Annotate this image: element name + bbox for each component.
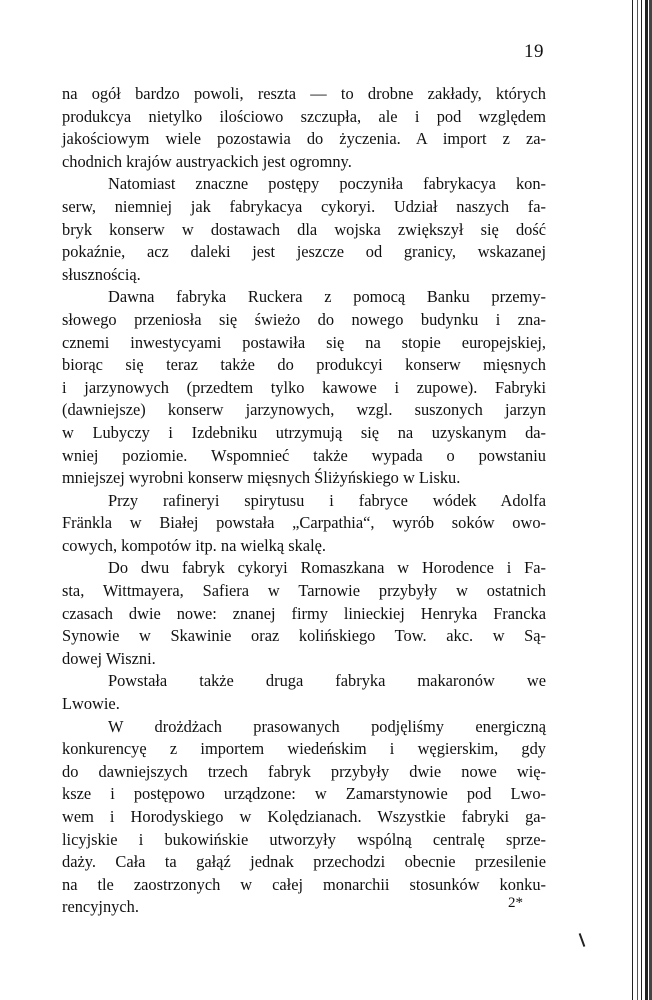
text-line: Synowie w Skawinie oraz kolińskiego Tow. akc. w Są- (62, 626, 546, 646)
text-line: daży. Cała ta gałąź jednak przechodzi obecnie przesilenie (62, 852, 546, 872)
text-line: na ogół bardzo powoli, reszta — to drobne zakłady, których (62, 84, 546, 103)
text-line: sta, Wittmayera, Safiera w Tarnowie przybyły w ostatnich (62, 581, 546, 601)
text-line: Lwowie. (62, 694, 120, 714)
body-text (62, 83, 546, 919)
text-line: Powstała także druga fabryka makaronów we (108, 671, 546, 691)
text-line: konkurencyę z importem wiedeńskim i węgierskim, gdy (62, 739, 546, 759)
text-line: dowej Wiszni. (62, 648, 156, 668)
text-line: Fränkla w Białej powstała „Carpathia“, wyrób soków owo- (62, 513, 546, 533)
text-line: Do dwu fabryk cykoryi Romaszkana w Horodence i Fa- (108, 558, 546, 578)
text-line: bryk konserw w dostawach dla wojska zwiększył się dość (62, 219, 546, 239)
text-line: Natomiast znaczne postępy poczyniła fabrykacya kon- (108, 174, 546, 194)
text-line: licyjskie i bukowińskie utworzyły wspólną centralę sprze- (62, 829, 546, 849)
text-line: wem i Horodyskiego w Kolędzianach. Wszystkie fabryki ga- (62, 807, 546, 826)
text-line: i jarzynowych (przedtem tylko kawowe i zupowe). Fabryki (62, 377, 546, 397)
printer-signature-mark: 2* (508, 895, 523, 911)
edge-rule (637, 0, 638, 1000)
paragraph (62, 490, 546, 558)
paragraph (62, 557, 546, 670)
text-line: do dawniejszych trzech fabryk przybyły dwie nowe wię- (62, 761, 546, 781)
paragraph (62, 670, 546, 715)
page-edge-binding (628, 0, 652, 1000)
text-line: W drożdżach prasowanych podjęliśmy energiczną (108, 716, 546, 736)
text-line: rencyjnych. (62, 897, 139, 917)
page-number: 19 (524, 41, 544, 62)
edge-rule (645, 0, 648, 1000)
text-line: czasach dwie nowe: znanej firmy linieckiej Henryka Francka (62, 603, 546, 623)
text-line: na tle zaostrzonych w całej monarchii stosunków konku- (62, 874, 546, 894)
paragraph (62, 83, 546, 173)
paragraph (62, 173, 546, 286)
text-line: serw, niemniej jak fabrykacya cykoryi. Udział naszych fa- (62, 196, 546, 216)
stray-mark (579, 933, 586, 947)
text-line: Przy rafineryi spirytusu i fabryce wódek Adolfa (108, 490, 546, 510)
text-line: wniej poziomie. Wspomnieć także wypada o powstaniu (62, 445, 546, 465)
text-line: (dawniejsze) konserw jarzynowych, wzgl. suszonych jarzyn (62, 400, 546, 420)
text-line: ksze i postępowo urządzone: w Zamarstynowie pod Lwo- (62, 784, 546, 804)
text-line: w Lubyczy i Izdebniku utrzymują się na uzyskanym da- (62, 422, 546, 442)
text-line: mniejszej wyrobni konserw mięsnych Śliżyńskiego w Lisku. (62, 468, 461, 488)
text-line: pokaźnie, acz daleki jest jeszcze od granicy, wskazanej (62, 242, 546, 262)
text-line: chodnich krajów austryackich jest ogromny. (62, 151, 352, 171)
text-line: jakościowym wiele pozostawia do życzenia. A import z za- (62, 129, 546, 149)
text-line: cowych, kompotów itp. na wielką skalę. (62, 535, 327, 555)
text-line: cznemi inwestycyami postawiła się na stopie europejskiej, (62, 332, 546, 352)
text-line: słowego przeniosła się świeżo do nowego budynku i zna- (62, 309, 546, 329)
text-line: słusznością. (62, 264, 141, 284)
paragraph (62, 716, 546, 919)
edge-rule (632, 0, 633, 1000)
text-line: Dawna fabryka Ruckera z pomocą Banku przemy- (108, 287, 546, 307)
edge-rule (641, 0, 642, 1000)
paragraph (62, 286, 546, 489)
text-line: produkcya nietylko ilościowo szczupła, ale i pod względem (62, 106, 546, 126)
text-line: biorąc się teraz także do produkcyi konserw mięsnych (62, 355, 546, 375)
